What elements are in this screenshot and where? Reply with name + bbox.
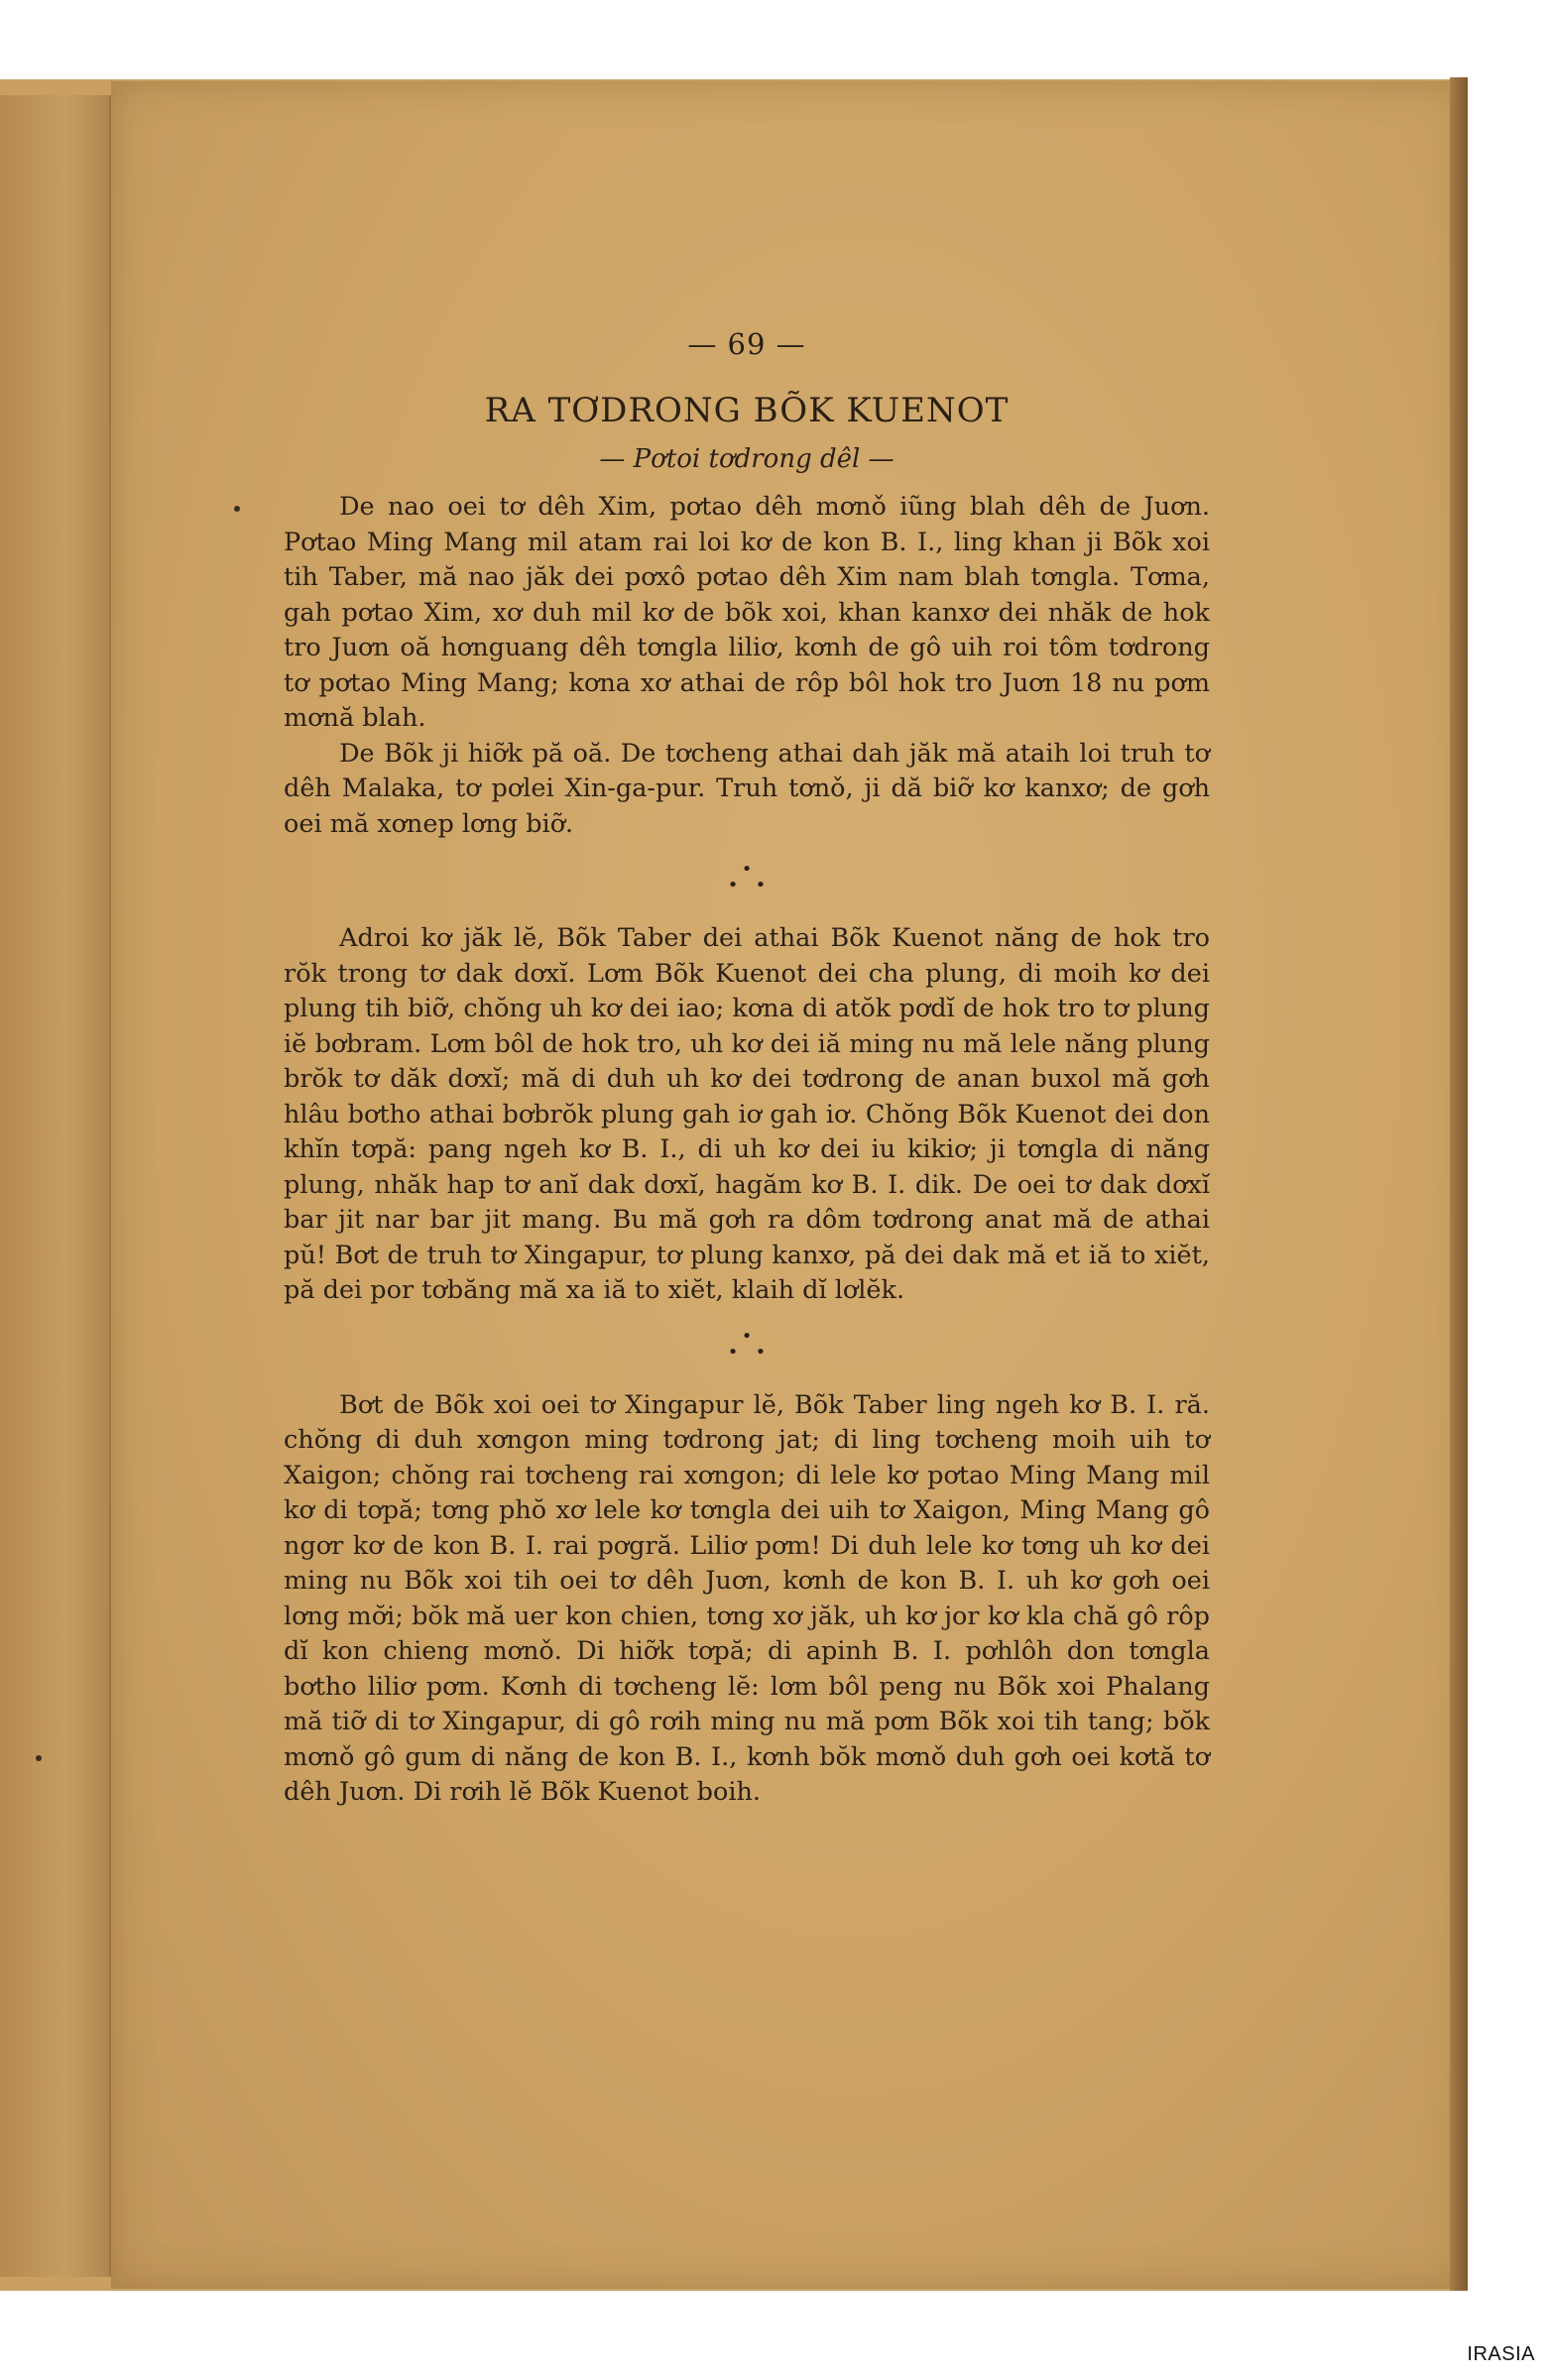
page-title: RA TƠDRONG BÕK KUENOT [484, 391, 1010, 430]
page-content [284, 327, 1210, 1811]
paragraph: Adroi kơ jăk lĕ, Bõk Taber dei athai Bõk Kuenot năng de hok tro rŏk trong tơ dak dơxĭ. Lơm Bõk Kuenot dei cha plung, di moih kơ dei plung tih biỡ, chŏng uh kơ dei iao; kơna di atŏk pơdĭ de hok tro tơ plung iĕ bơbram. Lơm bôl de hok tro, uh kơ dei iă ming nu mă lele năng plung brŏk tơ dăk dơxĭ; mă di duh uh kơ dei tơdrong de anan buxol mă gơh hlâu bơtho athai bơbrŏk plung gah iơ gah iơ. Chŏng Bõk Kuenot dei don khĭn tơpă: pang ngeh kơ B. I., di uh kơ dei iu kikiơ; ji tơngla di năng plung, nhăk hap tơ anĭ dak dơxĭ, hagăm kơ B. I. dik. De oei tơ dak dơxĭ bar jit nar bar jit mang. Bu mă gơh ra dôm tơdrong anat mă de athai pŭ! Bơt de truh tơ Xingapur, tơ plung kanxơ, pă dei dak mă et iă to xiĕt, pă dei por tơbăng mă xa iă to xiĕt, klaih dĭ lơlĕk. [284, 923, 1210, 1305]
paragraph: De Bõk ji hiỡk pă oă. De tơcheng athai dah jăk mă ataih loi truh tơ dêh Malaka, tơ pơlei Xin-ga-pur. Truh tơnǒ, ji dă biỡ kơ kanxơ; de gơh oei mă xơnep lơng biỡ. [284, 738, 1210, 839]
page-subtitle: — Pơtoi tơdrong dêl — [599, 444, 895, 474]
facing-page-edge [0, 95, 112, 2277]
section-2 [284, 921, 1210, 1309]
section-1 [284, 490, 1210, 842]
watermark: IRASIA [1467, 2343, 1535, 2365]
section-divider: • • • [727, 859, 767, 895]
ink-speck [234, 506, 240, 512]
section-divider: • • • [727, 1325, 767, 1363]
paragraph: Bơt de Bõk xoi oei tơ Xingapur lĕ, Bõk Taber ling ngeh kơ B. I. ră. chŏng di duh xơngon ming tơdrong jat; di ling tơcheng moih uih tơ Xaigon; chŏng rai tơcheng rai xơngon; di lele kơ pơtao Ming Mang mil kơ di tơpă; tơng phŏ xơ lele kơ tơngla dei uih tơ Xaigon, Ming Mang gô ngơr kơ de kon B. I. rai pơgră. Liliơ pơm! Di duh lele kơ tơng uh kơ dei ming nu Bõk xoi tih oei tơ dêh Juơn, kơnh de kon B. I. uh kơ gơh oei lơng mơ̆i; bŏk mă uer kon chien, tơng xơ jăk, uh kơ jor kơ kla chă gô rôp dĭ kon chieng mơnǒ. Di hiỡk tơpă; di apinh B. I. pơhlôh don tơngla bơtho liliơ pơm. Kơnh di tơcheng lĕ: lơm bôl peng nu Bõk xoi Phalang mă tiỡ di tơ Xingapur, di gô rơih ming nu mă pơm Bõk xoi tih tang; bŏk mơnǒ gô gum di năng de kon B. I., kơnh bŏk mơnǒ duh gơh oei kơtă tơ dêh Juơn. Di rơih lĕ Bõk Kuenot boih. [284, 1389, 1210, 1807]
section-3 [284, 1388, 1210, 1811]
ink-speck [36, 1755, 42, 1761]
paragraph: De nao oei tơ dêh Xim, pơtao dêh mơnǒ iũng blah dêh de Juơn. Pơtao Ming Mang mil atam rai loi kơ de kon B. I., ling khan ji Bõk xoi tih Taber, mă nao jăk dei pơxô pơtao dêh Xim nam blah tơngla. Tơma, gah pơtao Xim, xơ duh mil kơ de bõk xoi, khan kanxơ dei nhăk de hok tro Juơn oă hơnguang dêh tơngla liliơ, kơnh de gô uih roi tôm tơdrong tơ pơtao Ming Mang; kơna xơ athai de rôp bôl hok tro Juơn 18 nu pơm mơnă blah. [284, 492, 1210, 733]
page-number: — 69 — [687, 327, 806, 361]
page-edge [1450, 77, 1468, 2291]
